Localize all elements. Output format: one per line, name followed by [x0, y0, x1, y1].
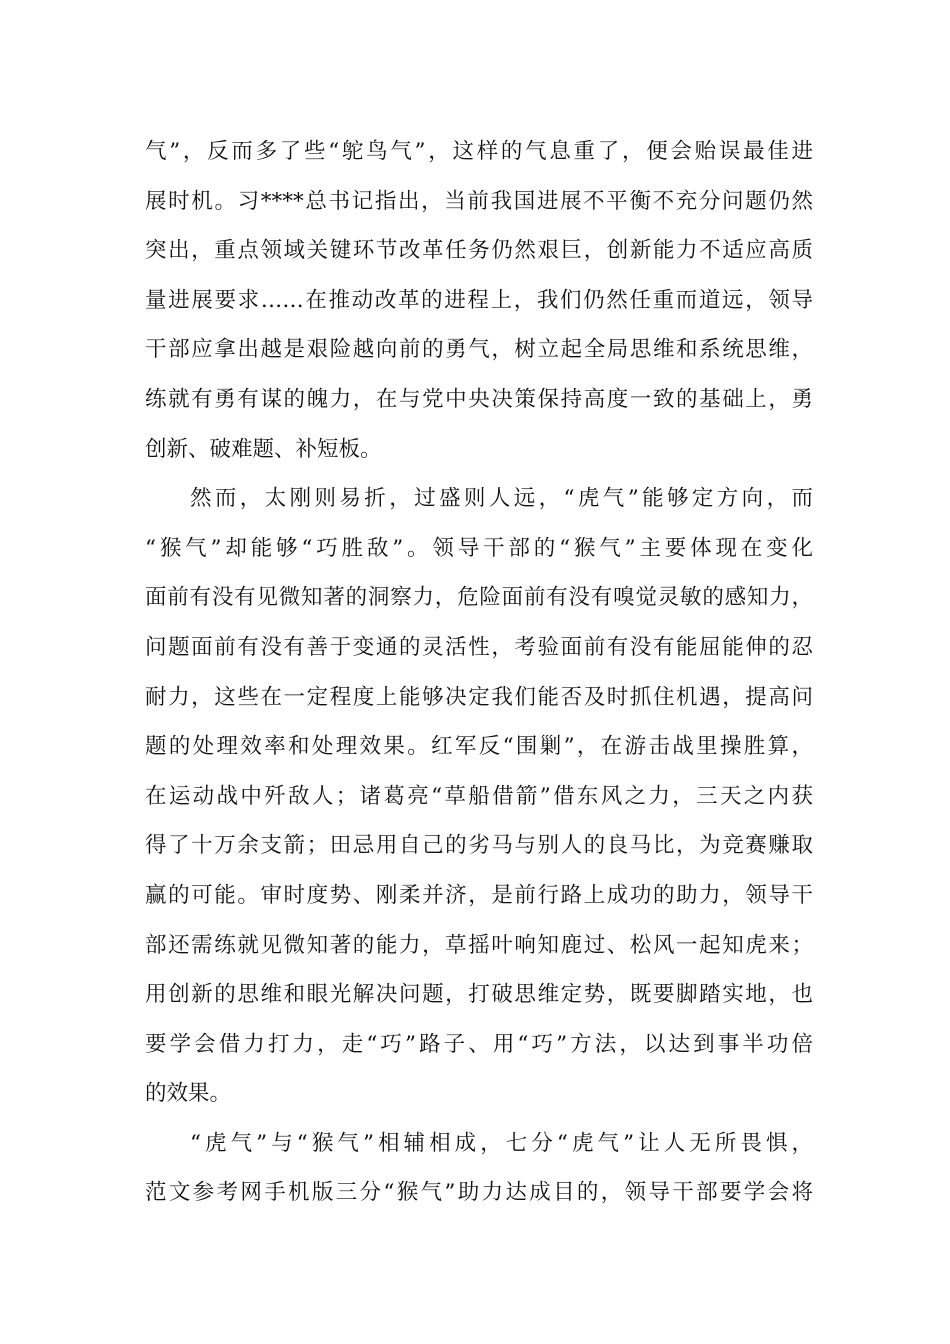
text-line: 干部应拿出越是艰险越向前的勇气，树立起全局思维和系统思维，: [145, 337, 813, 363]
text-line: 要学会借力打力，走“巧”路子、用“巧”方法，以达到事半功倍: [145, 1031, 813, 1057]
text-line: “猴气”却能够“巧胜敌”。领导干部的“猴气”主要体现在变化: [145, 535, 813, 561]
text-line: 的效果。: [145, 1081, 232, 1107]
text-line: 得了十万余支箭；田忌用自己的劣马与别人的良马比，为竞赛赚取: [145, 833, 813, 859]
text-line: 赢的可能。审时度势、刚柔并济，是前行路上成功的助力，领导干: [145, 882, 813, 908]
text-line: “虎气”与“猴气”相辅相成，七分“虎气”让人无所畏惧，: [190, 1130, 813, 1156]
text-line: 突出，重点领域关键环节改革任务仍然艰巨，创新能力不适应高质: [145, 238, 813, 264]
text-line: 部还需练就见微知著的能力，草摇叶响知鹿过、松风一起知虎来；: [145, 932, 813, 958]
text-line: 面前有没有见微知著的洞察力，危险面前有没有嗅觉灵敏的感知力，: [145, 585, 813, 611]
text-line: 展时机。习****总书记指出，当前我国进展不平衡不充分问题仍然: [145, 188, 813, 214]
text-line: 耐力，这些在一定程度上能够决定我们能否及时抓住机遇，提高问: [145, 684, 813, 710]
text-line: 量进展要求……在推动改革的进程上，我们仍然任重而道远，领导: [145, 287, 813, 313]
text-line: 气”，反而多了些“鸵鸟气”，这样的气息重了，便会贻误最佳进: [145, 139, 813, 164]
text-line: 在运动战中歼敌人；诸葛亮“草船借箭”借东风之力，三天之内获: [145, 783, 813, 809]
body-text: [145, 127, 813, 1218]
text-line: 用创新的思维和眼光解决问题，打破思维定势，既要脚踏实地，也: [145, 982, 813, 1008]
text-line: 题的处理效率和处理效果。红军反“围剿”，在游击战里操胜算，: [145, 734, 813, 760]
text-line: 练就有勇有谋的魄力，在与党中央决策保持高度一致的基础上，勇: [145, 386, 813, 412]
text-line: 问题面前有没有善于变通的灵活性，考验面前有没有能屈能伸的忍: [145, 634, 813, 660]
text-line: 创新、破难题、补短板。: [145, 436, 382, 462]
text-line: 范文参考网手机版三分“猴气”助力达成目的，领导干部要学会将: [145, 1180, 813, 1206]
text-line: 然而，太刚则易折，过盛则人远，“虎气”能够定方向，而: [190, 486, 813, 512]
